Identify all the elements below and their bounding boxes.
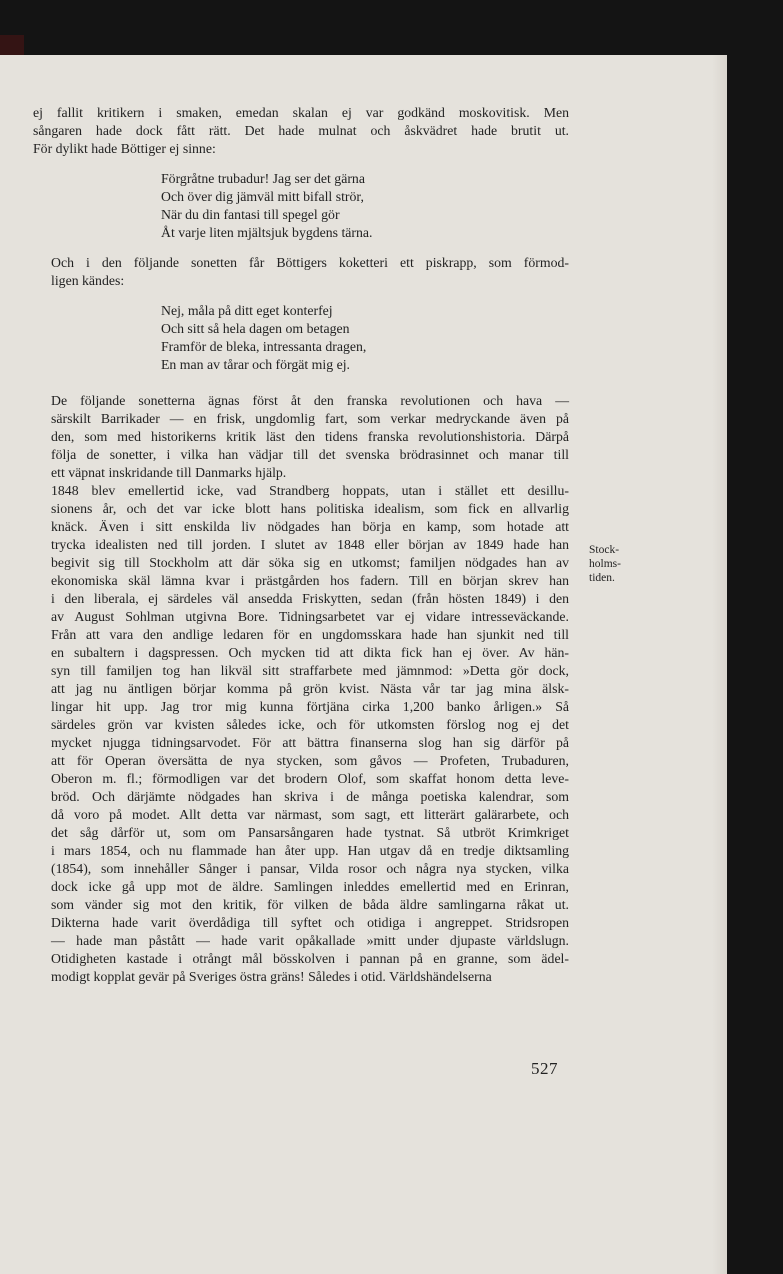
text-line: mycket njugga tidningsarvodet. För att bättra finanserna slog han sig därför på	[51, 735, 569, 750]
text-line: att för Operan översätta de nya stycken, som gåvos — Profeten, Trubaduren,	[51, 753, 569, 768]
text-line: det såg dårför ut, som om Pansarsångaren hade tystnat. Så utbröt Krimkriget	[51, 825, 569, 840]
verse-line: En man av tårar och förgät mig ej.	[161, 357, 350, 372]
text-line: följa de sonetter, i vilka han vädjar till det svenska brödrasinnet och manar till	[51, 447, 569, 462]
verse-line: Förgråtne trubadur! Jag ser det gärna	[161, 171, 365, 186]
text-line: sionens år, och det var icke blott hans politiska idealism, som fick en allvarlig	[51, 501, 569, 516]
page-number: 527	[531, 1059, 558, 1078]
paragraph	[33, 254, 569, 290]
text-line: särdeles grön var kvisten således icke, och för utkomsten förslog nog ej det	[51, 717, 569, 732]
verse-line: När du din fantasi till spegel gör	[161, 207, 340, 222]
margin-note-line: tiden.	[589, 572, 615, 584]
text-line: lingar hit upp. Jag tror mig kunna förtjäna cirka 1,200 banko årligen.» Så	[51, 699, 569, 714]
margin-note	[589, 543, 639, 585]
text-line: ligen kändes:	[51, 273, 125, 288]
text-line: ej fallit kritikern i smaken, emedan skalan ej var godkänd moskovitisk. Men	[33, 105, 569, 120]
paragraph	[33, 392, 569, 482]
text-line: särskilt Barrikader — en frisk, ungdomlig fart, som verkar medryckande även på	[51, 411, 569, 426]
text-line: den, som med historikerns kritik läst den tidens franska revolutionshistoria. Därpå	[51, 429, 569, 444]
text-line: Och i den följande sonetten får Böttigers koketteri ett piskrapp, som förmod-	[51, 255, 569, 270]
verse-line: Åt varje liten mjältsjuk bygdens tärna.	[161, 225, 373, 240]
text-line: ekonomiska skäl lämna kvar i prästgården hos fadern. Till en början skrev han	[51, 573, 569, 588]
paragraph	[33, 104, 569, 158]
verse-line: Framför de bleka, intressanta dragen,	[161, 339, 367, 354]
verse-line: Och sitt så hela dagen om betagen	[161, 321, 350, 336]
text-line: bröd. Och därjämte nödgades han skriva i de många poetiska kalendrar, som	[51, 789, 569, 804]
text-line: som vänder sig mot den kritik, för vilken de båda äldre samlingarna råkat ut.	[51, 897, 569, 912]
text-line: Dikterna hade varit överdådiga till syftet och otidiga i angreppet. Stridsropen	[51, 915, 569, 930]
text-line: begivit sig till Stockholm att där söka sig en utkomst; familjen nödgades han av	[51, 555, 569, 570]
paragraph	[33, 482, 569, 986]
margin-note-line: Stock-	[589, 544, 620, 556]
page-body	[33, 104, 569, 986]
text-line: — hade man påstått — hade varit opåkallade »mitt under djupaste världslugn.	[51, 933, 569, 948]
verse-block	[161, 302, 569, 374]
text-line: att jag nu äntligen börjar komma på grön kvist. Nästa vår tar jag mina älsk-	[51, 681, 569, 696]
verse-block	[161, 170, 569, 242]
text-line: (1854), som innehåller Sånger i pansar, Vilda rosor och några nya stycken, vilka	[51, 861, 569, 876]
text-line: De följande sonetterna ägnas först åt den franska revolutionen och hava —	[51, 393, 569, 408]
page-edge	[712, 55, 727, 1274]
verse-line: Och över dig jämväl mitt bifall strör,	[161, 189, 364, 204]
text-line: trycka idealisten ned till jorden. I slutet av 1848 eller början av 1849 hade han	[51, 537, 569, 552]
text-line: i mars 1854, och nu flammade han åter upp. Han utgav då en tredje diktsamling	[51, 843, 569, 858]
text-line: ett väpnat inskridande till Danmarks hjälp.	[51, 465, 287, 480]
text-line: modigt kopplat gevär på Sveriges östra gräns! Således i otid. Världshändelserna	[51, 969, 492, 984]
text-line: sångaren hade dock fått rätt. Det hade mulnat och åskvädret hade brutit ut.	[33, 123, 569, 138]
text-line: Otidigheten kastade i otrångt mål bösskolven i pannan på en granne, som ädel-	[51, 951, 569, 966]
text-line: en subaltern i dagspressen. Och mycken tid att dikta fick han ej över. Av hän-	[51, 645, 569, 660]
text-line: knäck. Även i sitt enskilda liv nödgades han börja en kamp, som hotade att	[51, 519, 569, 534]
text-line: Från att vara den andlige ledaren för en ungdomsskara hade han sjunkit ned till	[51, 627, 569, 642]
text-line: då voro på modet. Allt detta var närmast, som sagt, ett litterärt galärarbete, och	[51, 807, 569, 822]
text-line: i den liberala, ej särdeles väl ansedda Friskytten, sedan (från hösten 1849) i den	[51, 591, 569, 606]
margin-note-line: holms-	[589, 558, 621, 570]
text-line: För dylikt hade Böttiger ej sinne:	[33, 141, 216, 156]
text-line: syn till familjen tog han likväl sitt straffarbete med jämnmod: »Detta gör dock,	[51, 663, 569, 678]
text-line: dock icke gå upp mot de äldre. Samlingen inleddes emellertid med en Erinran,	[51, 879, 569, 894]
text-line: 1848 blev emellertid icke, vad Strandberg hoppats, utan i stället ett desillu-	[51, 483, 569, 498]
text-line: Oberon m. fl.; förmodligen var det brodern Olof, som skaffat honom detta leve-	[51, 771, 569, 786]
text-line: av August Sohlman utgivna Bore. Tidningsarbetet var ej vidare intresseväckande.	[51, 609, 569, 624]
verse-line: Nej, måla på ditt eget konterfej	[161, 303, 333, 318]
